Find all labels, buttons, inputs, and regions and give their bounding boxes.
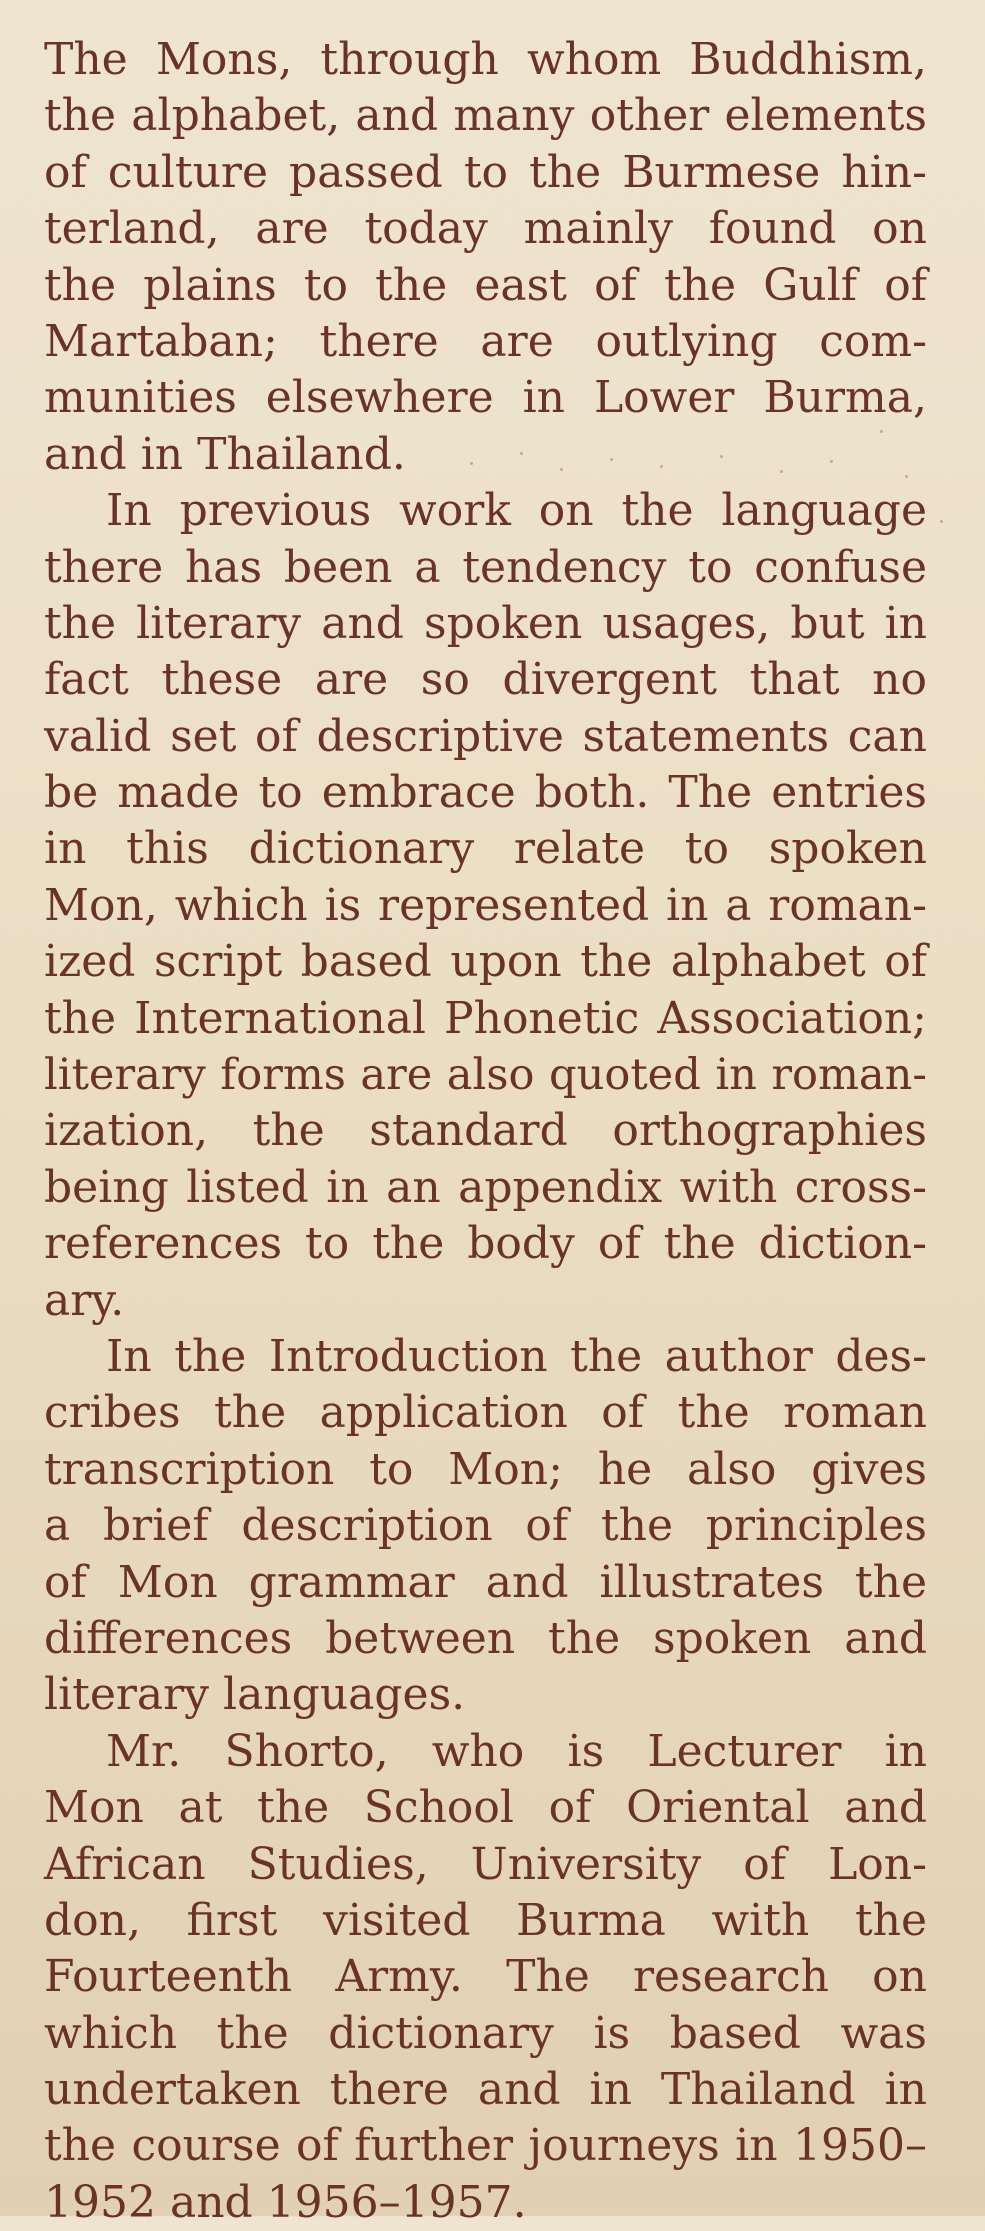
text-line: transcription to Mon; he also gives: [44, 1443, 927, 1495]
text-line: don, first visited Burma with the: [44, 1894, 927, 1946]
text-line: valid set of descriptive statements can: [44, 710, 927, 762]
speckle: [520, 452, 523, 455]
text-line: cribes the application of the roman: [44, 1387, 927, 1439]
speckle: [560, 468, 563, 471]
text-line: the literary and spoken usages, but in: [44, 597, 927, 649]
text-line: undertaken there and in Thailand in: [44, 2064, 927, 2116]
text-line: munities elsewhere in Lower Burma,: [44, 372, 927, 424]
speckle: [940, 520, 943, 523]
text-line: fact these are so divergent that no: [44, 654, 927, 706]
text-line: a brief description of the principles: [44, 1500, 927, 1552]
text-line: African Studies, University of Lon-: [44, 1838, 927, 1890]
text-line: Mon at the School of Oriental and: [44, 1782, 927, 1834]
text-line: In the Introduction the author des-: [106, 1330, 927, 1382]
text-line: Fourteenth Army. The research on: [44, 1951, 927, 2003]
speckle: [720, 455, 723, 458]
text-line: of Mon grammar and illustrates the: [44, 1556, 927, 1608]
text-line: literary languages.: [44, 1669, 466, 1721]
paragraph-3: [44, 1329, 927, 1724]
text-line: be made to embrace both. The entries: [44, 767, 927, 819]
text-line: there has been a tendency to confuse: [44, 541, 927, 593]
text-line: the course of further journeys in 1950–: [44, 2120, 927, 2172]
text-line: Mon, which is represented in a roman-: [44, 879, 927, 931]
text-line: terland, are today mainly found on: [44, 203, 927, 255]
speckle: [830, 460, 833, 463]
text-line: and in Thailand.: [44, 428, 406, 480]
paragraph-1: [44, 32, 927, 483]
text-line: the alphabet, and many other elements: [44, 90, 927, 142]
text-line: the plains to the east of the Gulf of: [44, 259, 927, 311]
text-line: the International Phonetic Association;: [44, 992, 927, 1044]
text-line: ization, the standard orthographies: [44, 1105, 927, 1157]
text-line: differences between the spoken and: [44, 1612, 927, 1664]
text-line: ized script based upon the alphabet of: [44, 936, 927, 988]
speckle: [780, 470, 783, 473]
paragraph-4: [44, 1724, 927, 2231]
speckle: [905, 475, 908, 478]
text-line: of culture passed to the Burmese hin-: [44, 146, 927, 198]
speckle: [470, 462, 473, 465]
speckle: [610, 458, 613, 461]
text-line: literary forms are also quoted in roman-: [44, 1050, 927, 1101]
speckle: [660, 465, 663, 468]
text-line: 1952 and 1956–1957.: [44, 2176, 527, 2228]
text-line: Mr. Shorto, who is Lecturer in: [106, 1725, 927, 1777]
text-line: being listed in an appendix with cross-: [44, 1161, 927, 1213]
text-line: In previous work on the language: [106, 485, 927, 537]
text-line: ary.: [44, 1274, 125, 1326]
text-line: The Mons, through whom Buddhism,: [44, 34, 927, 85]
blurb-text: [44, 32, 927, 2231]
text-line: in this dictionary relate to spoken: [44, 823, 927, 875]
paragraph-2: [44, 483, 927, 1329]
text-line: which the dictionary is based was: [44, 2007, 927, 2059]
text-line: references to the body of the diction-: [44, 1218, 927, 1270]
text-line: Martaban; there are outlying com-: [44, 315, 927, 367]
speckle: [880, 430, 883, 433]
